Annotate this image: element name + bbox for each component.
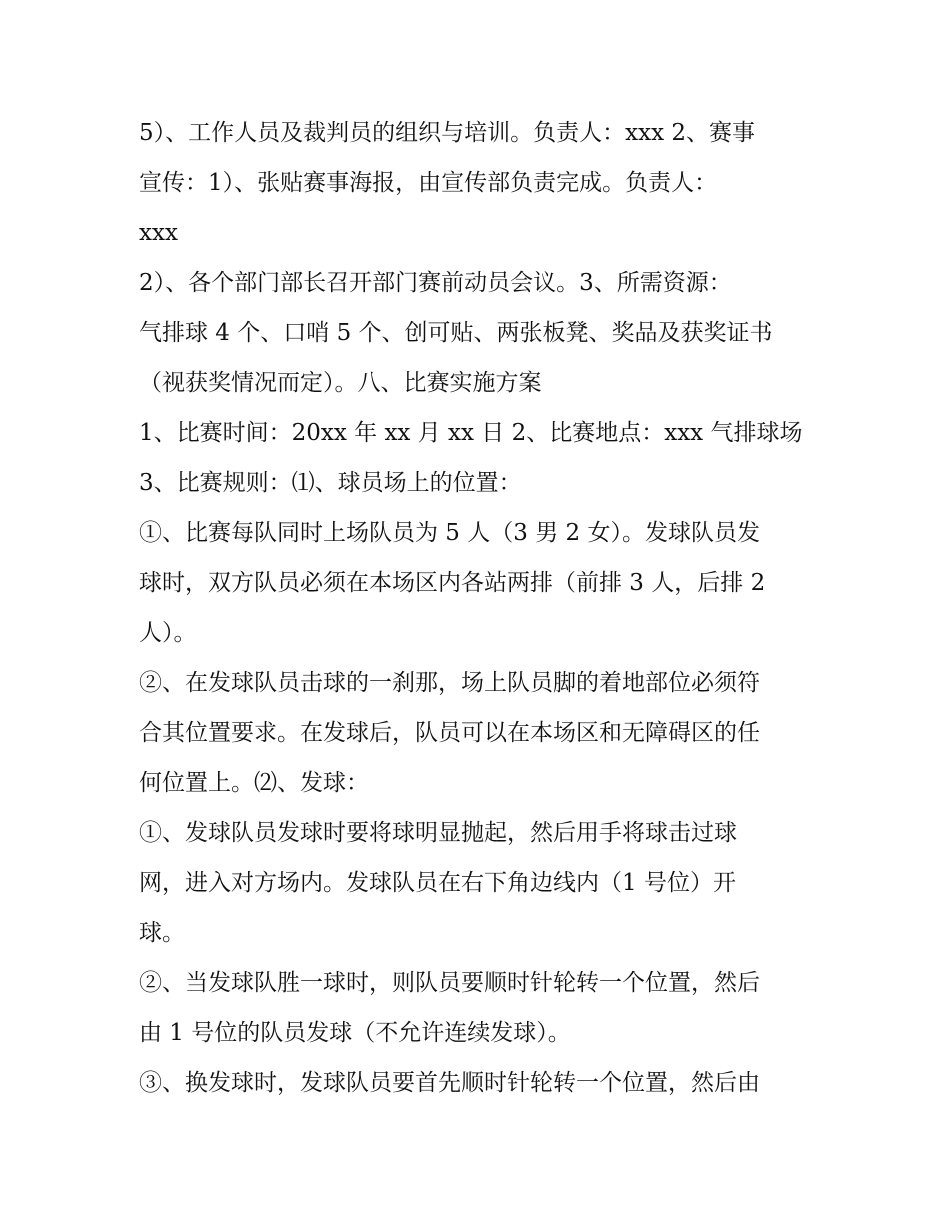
text-line: （视获奖情况而定）。八、比赛实施方案 bbox=[139, 370, 542, 396]
text-line: 5）、工作人员及裁判员的组织与培训。负责人：xxx 2、赛事 bbox=[139, 120, 755, 146]
text-line: 由 1 号位的队员发球（不允许连续发球）。 bbox=[139, 1020, 571, 1046]
text-line: 3、比赛规则：⑴、球员场上的位置： bbox=[139, 470, 522, 496]
text-line: 2）、各个部门部长召开部门赛前动员会议。3、所需资源： bbox=[139, 270, 732, 296]
text-line: xxx bbox=[139, 220, 178, 246]
text-line: 合其位置要求。在发球后，队员可以在本场区和无障碍区的任 bbox=[139, 720, 760, 746]
text-line: 何位置上。⑵、发球： bbox=[139, 770, 369, 796]
text-line: 网，进入对方场内。发球队员在右下角边线内（1 号位）开 bbox=[139, 870, 736, 896]
body-text bbox=[139, 108, 819, 1108]
text-line: 球。 bbox=[139, 920, 185, 946]
text-line: ①、比赛每队同时上场队员为 5 人（3 男 2 女）。发球队员发 bbox=[139, 520, 760, 546]
text-line: 宣传：1）、张贴赛事海报，由宣传部负责完成。负责人： bbox=[139, 170, 718, 196]
text-line: 人）。 bbox=[139, 620, 197, 646]
text-line: ①、发球队员发球时要将球明显抛起，然后用手将球击过球 bbox=[139, 820, 737, 846]
text-line: ②、当发球队胜一球时，则队员要顺时针轮转一个位置，然后 bbox=[139, 970, 760, 996]
text-line: 气排球 4 个、口哨 5 个、创可贴、两张板凳、奖品及获奖证书 bbox=[139, 320, 773, 346]
text-line: 球时，双方队员必须在本场区内各站两排（前排 3 人，后排 2 bbox=[139, 570, 766, 596]
text-line: ②、在发球队员击球的一刹那，场上队员脚的着地部位必须符 bbox=[139, 670, 760, 696]
text-line: ③、换发球时，发球队员要首先顺时针轮转一个位置，然后由 bbox=[139, 1070, 760, 1096]
text-line: 1、比赛时间：20xx 年 xx 月 xx 日 2、比赛地点：xxx 气排球场 bbox=[139, 420, 803, 446]
